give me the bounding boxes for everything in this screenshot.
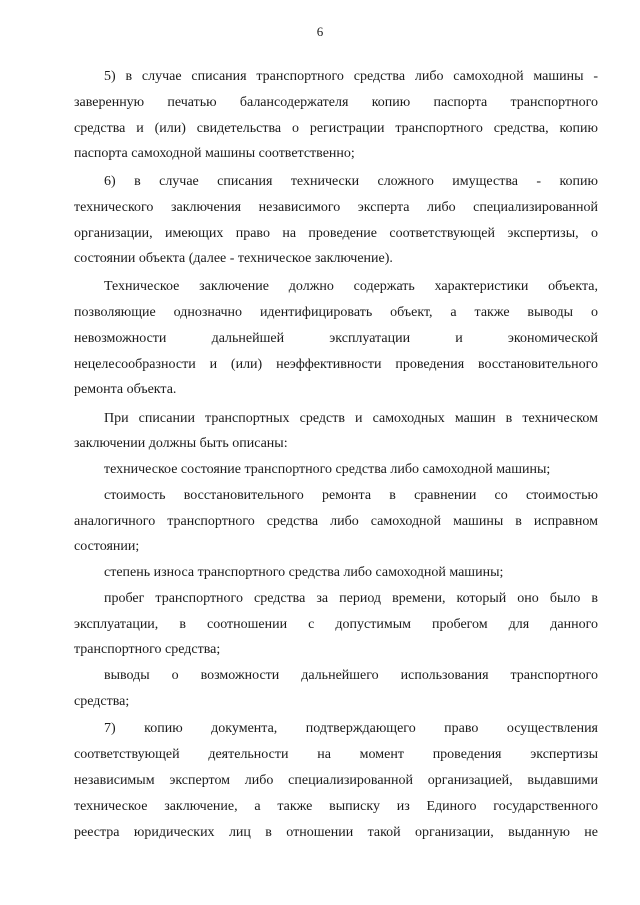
text-line: реестра юридических лиц в отношении такой организации, выданную не — [74, 825, 598, 840]
text-line: 5) в случае списания транспортного средства либо самоходной машины - — [104, 69, 598, 84]
text-line: пробег транспортного средства за период времени, который оно было в — [104, 591, 598, 606]
text-line: соответствующей деятельности на момент проведения экспертизы — [74, 747, 598, 762]
text-line: ремонта объекта. — [74, 382, 177, 397]
text-line: средства и (или) свидетельства о регистрации транспортного средства, копию — [74, 121, 598, 136]
text-line: техническое заключение, а также выписку из Единого государственного — [74, 799, 598, 814]
text-line: заверенную печатью балансодержателя копию паспорта транспортного — [74, 95, 598, 110]
text-line: выводы о возможности дальнейшего использования транспортного — [104, 668, 598, 683]
text-line: При списании транспортных средств и самоходных машин в техническом — [104, 411, 598, 426]
text-line: организации, имеющих право на проведение соответствующей экспертизы, о — [74, 226, 598, 241]
text-line: состоянии; — [74, 539, 140, 554]
text-line: аналогичного транспортного средства либо самоходной машины в исправном — [74, 514, 598, 529]
text-line: технического заключения независимого эксперта либо специализированной — [74, 200, 598, 215]
text-line: эксплуатации, в соотношении с допустимым пробегом для данного — [74, 617, 598, 632]
text-line: позволяющие однозначно идентифицировать объект, а также выводы о — [74, 305, 598, 320]
text-line: 7) копию документа, подтверждающего право осуществления — [104, 721, 598, 736]
text-line: паспорта самоходной машины соответственно; — [74, 146, 355, 161]
text-line: состоянии объекта (далее - техническое заключение). — [74, 251, 393, 266]
text-line: невозможности дальнейшей эксплуатации и экономической — [74, 331, 598, 346]
text-line: 6) в случае списания технически сложного имущества - копию — [104, 174, 598, 189]
text-line: Техническое заключение должно содержать характеристики объекта, — [104, 279, 598, 294]
text-line: степень износа транспортного средства либо самоходной машины; — [104, 565, 504, 580]
text-line: заключении должны быть описаны: — [74, 436, 288, 451]
text-line: техническое состояние транспортного средства либо самоходной машины; — [104, 462, 551, 477]
text-line: стоимость восстановительного ремонта в сравнении со стоимостью — [104, 488, 598, 503]
text-line: независимым экспертом либо специализированной организацией, выдавшими — [74, 773, 598, 788]
page-number: 6 — [316, 24, 324, 39]
text-line: транспортного средства; — [74, 642, 221, 657]
text-line: средства; — [74, 694, 130, 709]
text-line: нецелесообразности и (или) неэффективности проведения восстановительного — [74, 357, 598, 372]
